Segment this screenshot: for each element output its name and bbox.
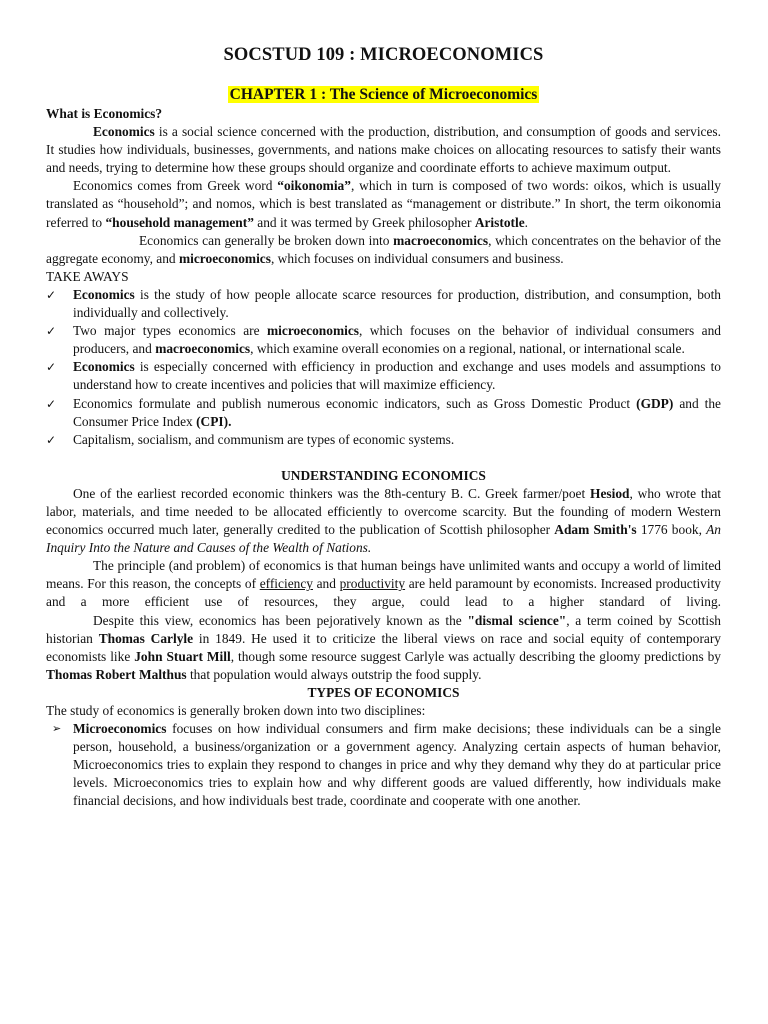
text-span: are held paramount by economists. Increased productivity and a more efficient use of resources, they argue, could lead to a higher standard of living. <box>46 576 721 610</box>
term-oikonomia: “oikonomia” <box>277 178 351 194</box>
understanding-economics-heading: UNDERSTANDING ECONOMICS <box>281 467 486 483</box>
text-span: and the Consumer Price Index <box>73 395 722 429</box>
checkmark-icon: ✓ <box>46 360 57 375</box>
arrow-bullet-icon: ➢ <box>52 722 62 736</box>
document-title: SOCSTUD 109 : MICROECONOMICS <box>223 45 544 65</box>
list-item <box>46 286 721 322</box>
list-item <box>46 322 721 358</box>
text-span: Economics comes from Greek word <box>73 178 278 194</box>
types-intro: The study of economics is generally broken down into two disciplines: <box>46 703 426 718</box>
text-span: , which concentrates on the behavior of the aggregate economy, and <box>46 232 721 266</box>
text-span: is a social science concerned with the production, distribution, and consumption of goods and services. It studies how individuals, businesses, governments, and nations make choices on allocating resources to satisfy their wants and needs, trying to determine how these groups should organize and coordinate efforts to achieve maximum output. <box>46 124 721 176</box>
list-item <box>46 720 721 810</box>
text-span: , which focuses on the behavior of individual consumers and producers, and <box>73 323 721 357</box>
list-item <box>46 358 721 394</box>
term-microeconomics: microeconomics <box>267 323 359 339</box>
text-span: Despite this view, economics has been pejoratively known as the <box>93 612 468 628</box>
term-gdp: (GDP) <box>636 395 674 411</box>
name-adam-smith: Adam Smith's <box>554 522 637 538</box>
text-span: Economics can generally be broken down into <box>139 232 394 248</box>
types-list <box>46 720 721 810</box>
what-is-paragraph-3 <box>46 232 721 268</box>
text-span: Economics formulate and publish numerous economic indicators, such as Gross Domestic Product <box>73 395 637 411</box>
chapter-heading: CHAPTER 1 : The Science of Microeconomics <box>229 86 538 103</box>
term-macroeconomics: macroeconomics <box>155 341 251 357</box>
text-span: , which examine overall economies on a regional, national, or international scale. <box>250 341 685 357</box>
text-span: Capitalism, socialism, and communism are types of economic systems. <box>73 431 455 447</box>
text-span: One of the earliest recorded economic thinkers was the 8th-century B. C. Greek farmer/poet <box>73 485 591 501</box>
checkmark-icon: ✓ <box>46 432 57 447</box>
term-economics: Economics <box>73 359 135 375</box>
name-hesiod: Hesiod <box>590 485 630 501</box>
list-item <box>46 431 721 449</box>
text-span: focuses on how individual consumers and firm make decisions; these individuals can be a single person, household, a business/organization or a government agency. Analyzing certain aspects of human behavior, Microeconomics tries to explain they respond to changes in price and why they demand why they do at particular price levels. Microeconomics tries to explain how and why different goods are valued differently, how individuals make financial decisions, and how individuals best trade, coordinate and cooperate with one another. <box>73 721 721 809</box>
term-economics: Economics <box>93 124 155 140</box>
text-span: . <box>524 214 528 230</box>
text-span: , which in turn is composed of two words: oikos, which is usually translated as “household”; and nomos, which is best translated as “management or distribute.” In short, the term oikonomia referred to <box>46 178 721 230</box>
text-span: 1776 book, <box>636 522 707 538</box>
term-dismal-science: "dismal science" <box>467 612 567 628</box>
term-microeconomics: Microeconomics <box>73 721 167 737</box>
text-span: that population would always outstrip the food supply. <box>186 666 482 682</box>
list-item <box>46 395 721 431</box>
text-span: , a term coined by Scottish historian <box>46 612 721 646</box>
spacer <box>46 449 721 467</box>
name-aristotle: Aristotle <box>474 214 525 230</box>
text-span: in 1849. He used it to criticize the liberal views on race and social equity of contemporary economists like <box>46 630 722 664</box>
text-span: , though some resource suggest Carlyle was actually describing the gloomy predictions by <box>230 648 721 664</box>
name-thomas-robert-malthus: Thomas Robert Malthus <box>46 666 187 682</box>
text-span: is the study of how people allocate scarce resources for production, distribution, and consumption, both individually and collectively. <box>73 286 721 321</box>
what-is-paragraph-2 <box>46 177 721 231</box>
term-cpi: (CPI). <box>196 413 232 429</box>
text-span: , which focuses on individual consumers and business. <box>270 250 564 266</box>
document-body <box>46 43 721 811</box>
text-span: Two major types economics are <box>73 323 267 339</box>
types-of-economics-heading: TYPES OF ECONOMICS <box>307 684 460 700</box>
what-is-economics-heading: What is Economics? <box>46 106 163 121</box>
term-microeconomics: microeconomics <box>178 250 271 266</box>
name-john-stuart-mill: John Stuart Mill <box>134 648 231 664</box>
text-span: The principle (and problem) of economics is that human beings have unlimited wants and occupy a world of limited means. For this reason, the concepts of <box>46 558 721 592</box>
term-efficiency: efficiency <box>259 576 313 592</box>
understanding-paragraph-2 <box>46 557 721 611</box>
takeaways-list <box>46 286 721 449</box>
understanding-paragraph-3 <box>46 612 721 684</box>
text-span: and it was termed by Greek philosopher <box>253 214 475 230</box>
takeaways-heading: TAKE AWAYS <box>46 268 129 284</box>
checkmark-icon: ✓ <box>46 287 57 302</box>
what-is-paragraph-1 <box>46 123 721 177</box>
understanding-paragraph-1 <box>46 485 721 557</box>
term-macroeconomics: macroeconomics <box>393 232 489 248</box>
name-thomas-carlyle: Thomas Carlyle <box>98 630 194 646</box>
text-span: , who wrote that labor, materials, and time needed to be allocated efficiently to overcome scarcity. But the founding of modern Western economics occurred much later, generally credited to the publication of Scottish philosopher <box>46 485 721 538</box>
term-economics: Economics <box>73 286 135 302</box>
checkmark-icon: ✓ <box>46 396 57 411</box>
book-title: An Inquiry Into the Nature and Causes of the Wealth of Nations. <box>46 522 721 556</box>
chapter-heading-wrap <box>46 85 721 105</box>
checkmark-icon: ✓ <box>46 324 57 339</box>
text-span: is especially concerned with efficiency in production and exchange and uses models and assumptions to understand how to create incentives and policies that will maximize efficiency. <box>73 359 721 393</box>
text-span: and <box>312 576 340 592</box>
term-productivity: productivity <box>339 576 406 592</box>
term-household-management: “household management” <box>105 214 254 230</box>
